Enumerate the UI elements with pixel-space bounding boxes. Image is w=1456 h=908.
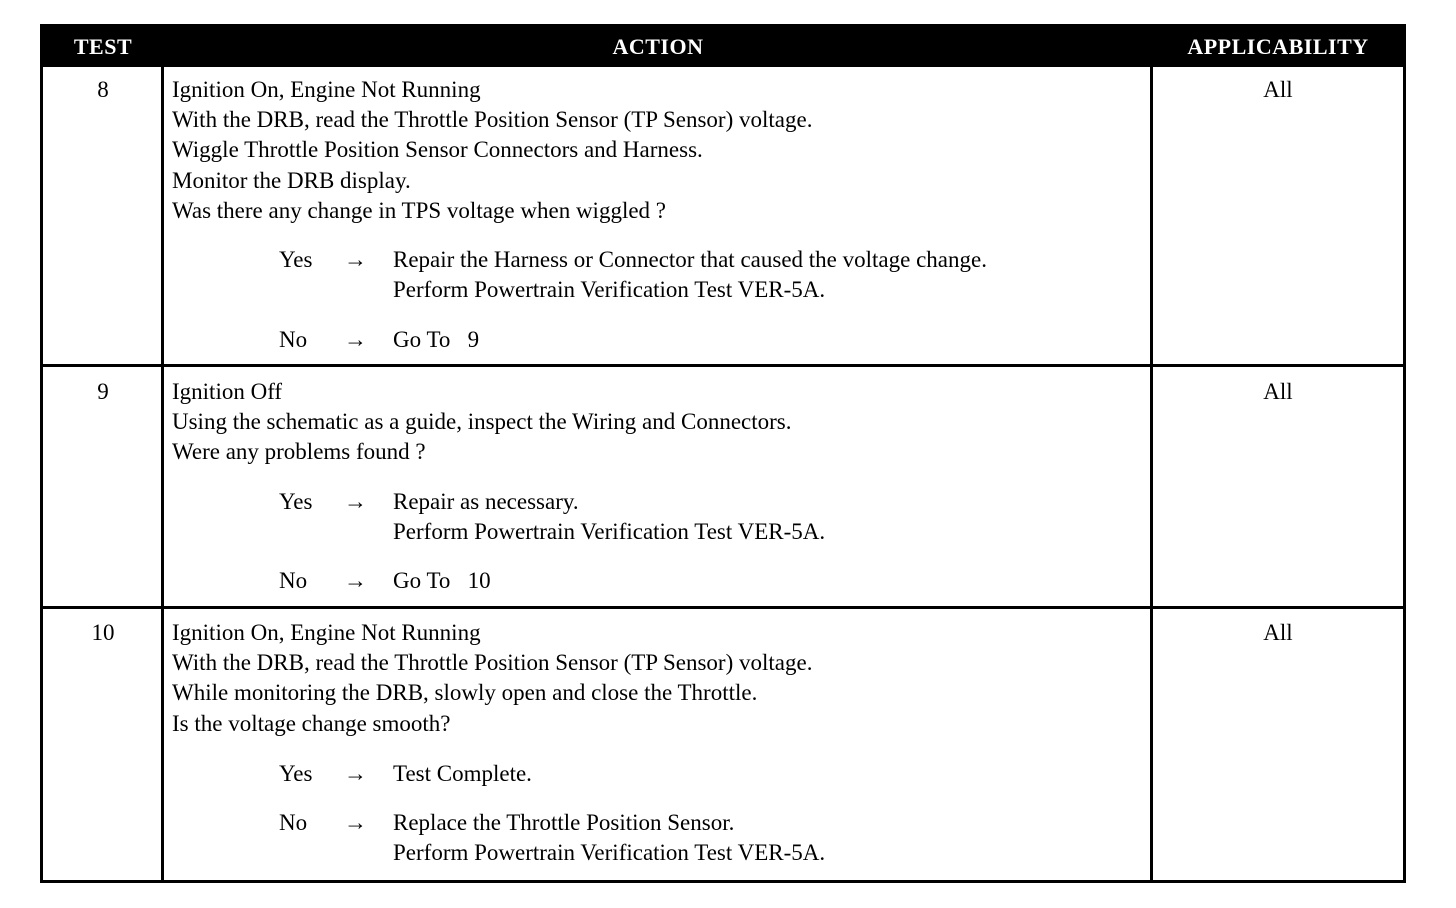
diagnostic-test-table <box>40 24 1406 883</box>
action-line: With the DRB, read the Throttle Position Sensor (TP Sensor) voltage. <box>172 107 813 133</box>
arrow-icon: → <box>344 568 367 593</box>
action-line: Using the schematic as a guide, inspect the Wiring and Connectors. <box>172 409 792 435</box>
arrow-icon: → <box>344 810 367 835</box>
test-number: 8 <box>97 77 109 102</box>
response-label: No <box>279 327 308 352</box>
row-divider <box>43 606 1403 609</box>
applicability-value: All <box>1263 620 1293 645</box>
row-divider <box>43 364 1403 367</box>
response-line: Repair as necessary. <box>393 489 579 514</box>
action-line: Monitor the DRB display. <box>172 167 411 193</box>
response-text <box>393 245 987 305</box>
applicability-value: All <box>1263 77 1293 102</box>
response-line: Test Complete. <box>393 761 532 786</box>
response-line: Perform Powertrain Verification Test VER-5A. <box>393 277 826 303</box>
arrow-icon: → <box>344 489 367 514</box>
action-line: Wiggle Throttle Position Sensor Connectors and Harness. <box>172 137 703 163</box>
response-text <box>393 325 479 355</box>
response-line: Go To 10 <box>393 568 491 593</box>
action-line: Ignition On, Engine Not Running <box>172 77 481 102</box>
response-line: Go To 9 <box>393 327 480 352</box>
action-steps <box>172 377 792 468</box>
header-test: TEST <box>73 34 133 59</box>
action-line: Were any problems found ? <box>172 439 426 465</box>
response-text <box>393 487 825 547</box>
arrow-icon: → <box>344 247 367 272</box>
action-line: Ignition Off <box>172 379 283 404</box>
arrow-icon: → <box>344 327 367 352</box>
response-label: Yes <box>279 761 313 786</box>
response-line: Repair the Harness or Connector that caused the voltage change. <box>393 247 987 272</box>
action-line: With the DRB, read the Throttle Position Sensor (TP Sensor) voltage. <box>172 650 813 676</box>
column-divider <box>161 27 164 880</box>
response-label: Yes <box>279 489 313 514</box>
response-label: No <box>279 568 308 593</box>
response-line: Perform Powertrain Verification Test VER-5A. <box>393 840 826 866</box>
response-line: Replace the Throttle Position Sensor. <box>393 810 735 835</box>
action-line: While monitoring the DRB, slowly open and close the Throttle. <box>172 680 758 706</box>
header-action: ACTION <box>612 34 704 59</box>
response-text <box>393 759 532 789</box>
action-steps <box>172 618 812 739</box>
applicability-value: All <box>1263 379 1293 404</box>
action-steps <box>172 75 812 226</box>
test-number: 10 <box>91 620 115 645</box>
arrow-icon: → <box>344 761 367 786</box>
response-label: No <box>279 810 308 835</box>
response-line: Perform Powertrain Verification Test VER-5A. <box>393 519 826 545</box>
response-text <box>393 808 825 868</box>
action-line: Ignition On, Engine Not Running <box>172 620 481 645</box>
test-number: 9 <box>97 379 109 404</box>
column-divider <box>1150 27 1153 880</box>
response-label: Yes <box>279 247 313 272</box>
action-line: Was there any change in TPS voltage when wiggled ? <box>172 197 667 223</box>
header-applicability: APPLICABILITY <box>1187 34 1369 59</box>
action-line: Is the voltage change smooth? <box>172 710 451 736</box>
table-header <box>43 27 1403 67</box>
response-text <box>393 566 491 596</box>
